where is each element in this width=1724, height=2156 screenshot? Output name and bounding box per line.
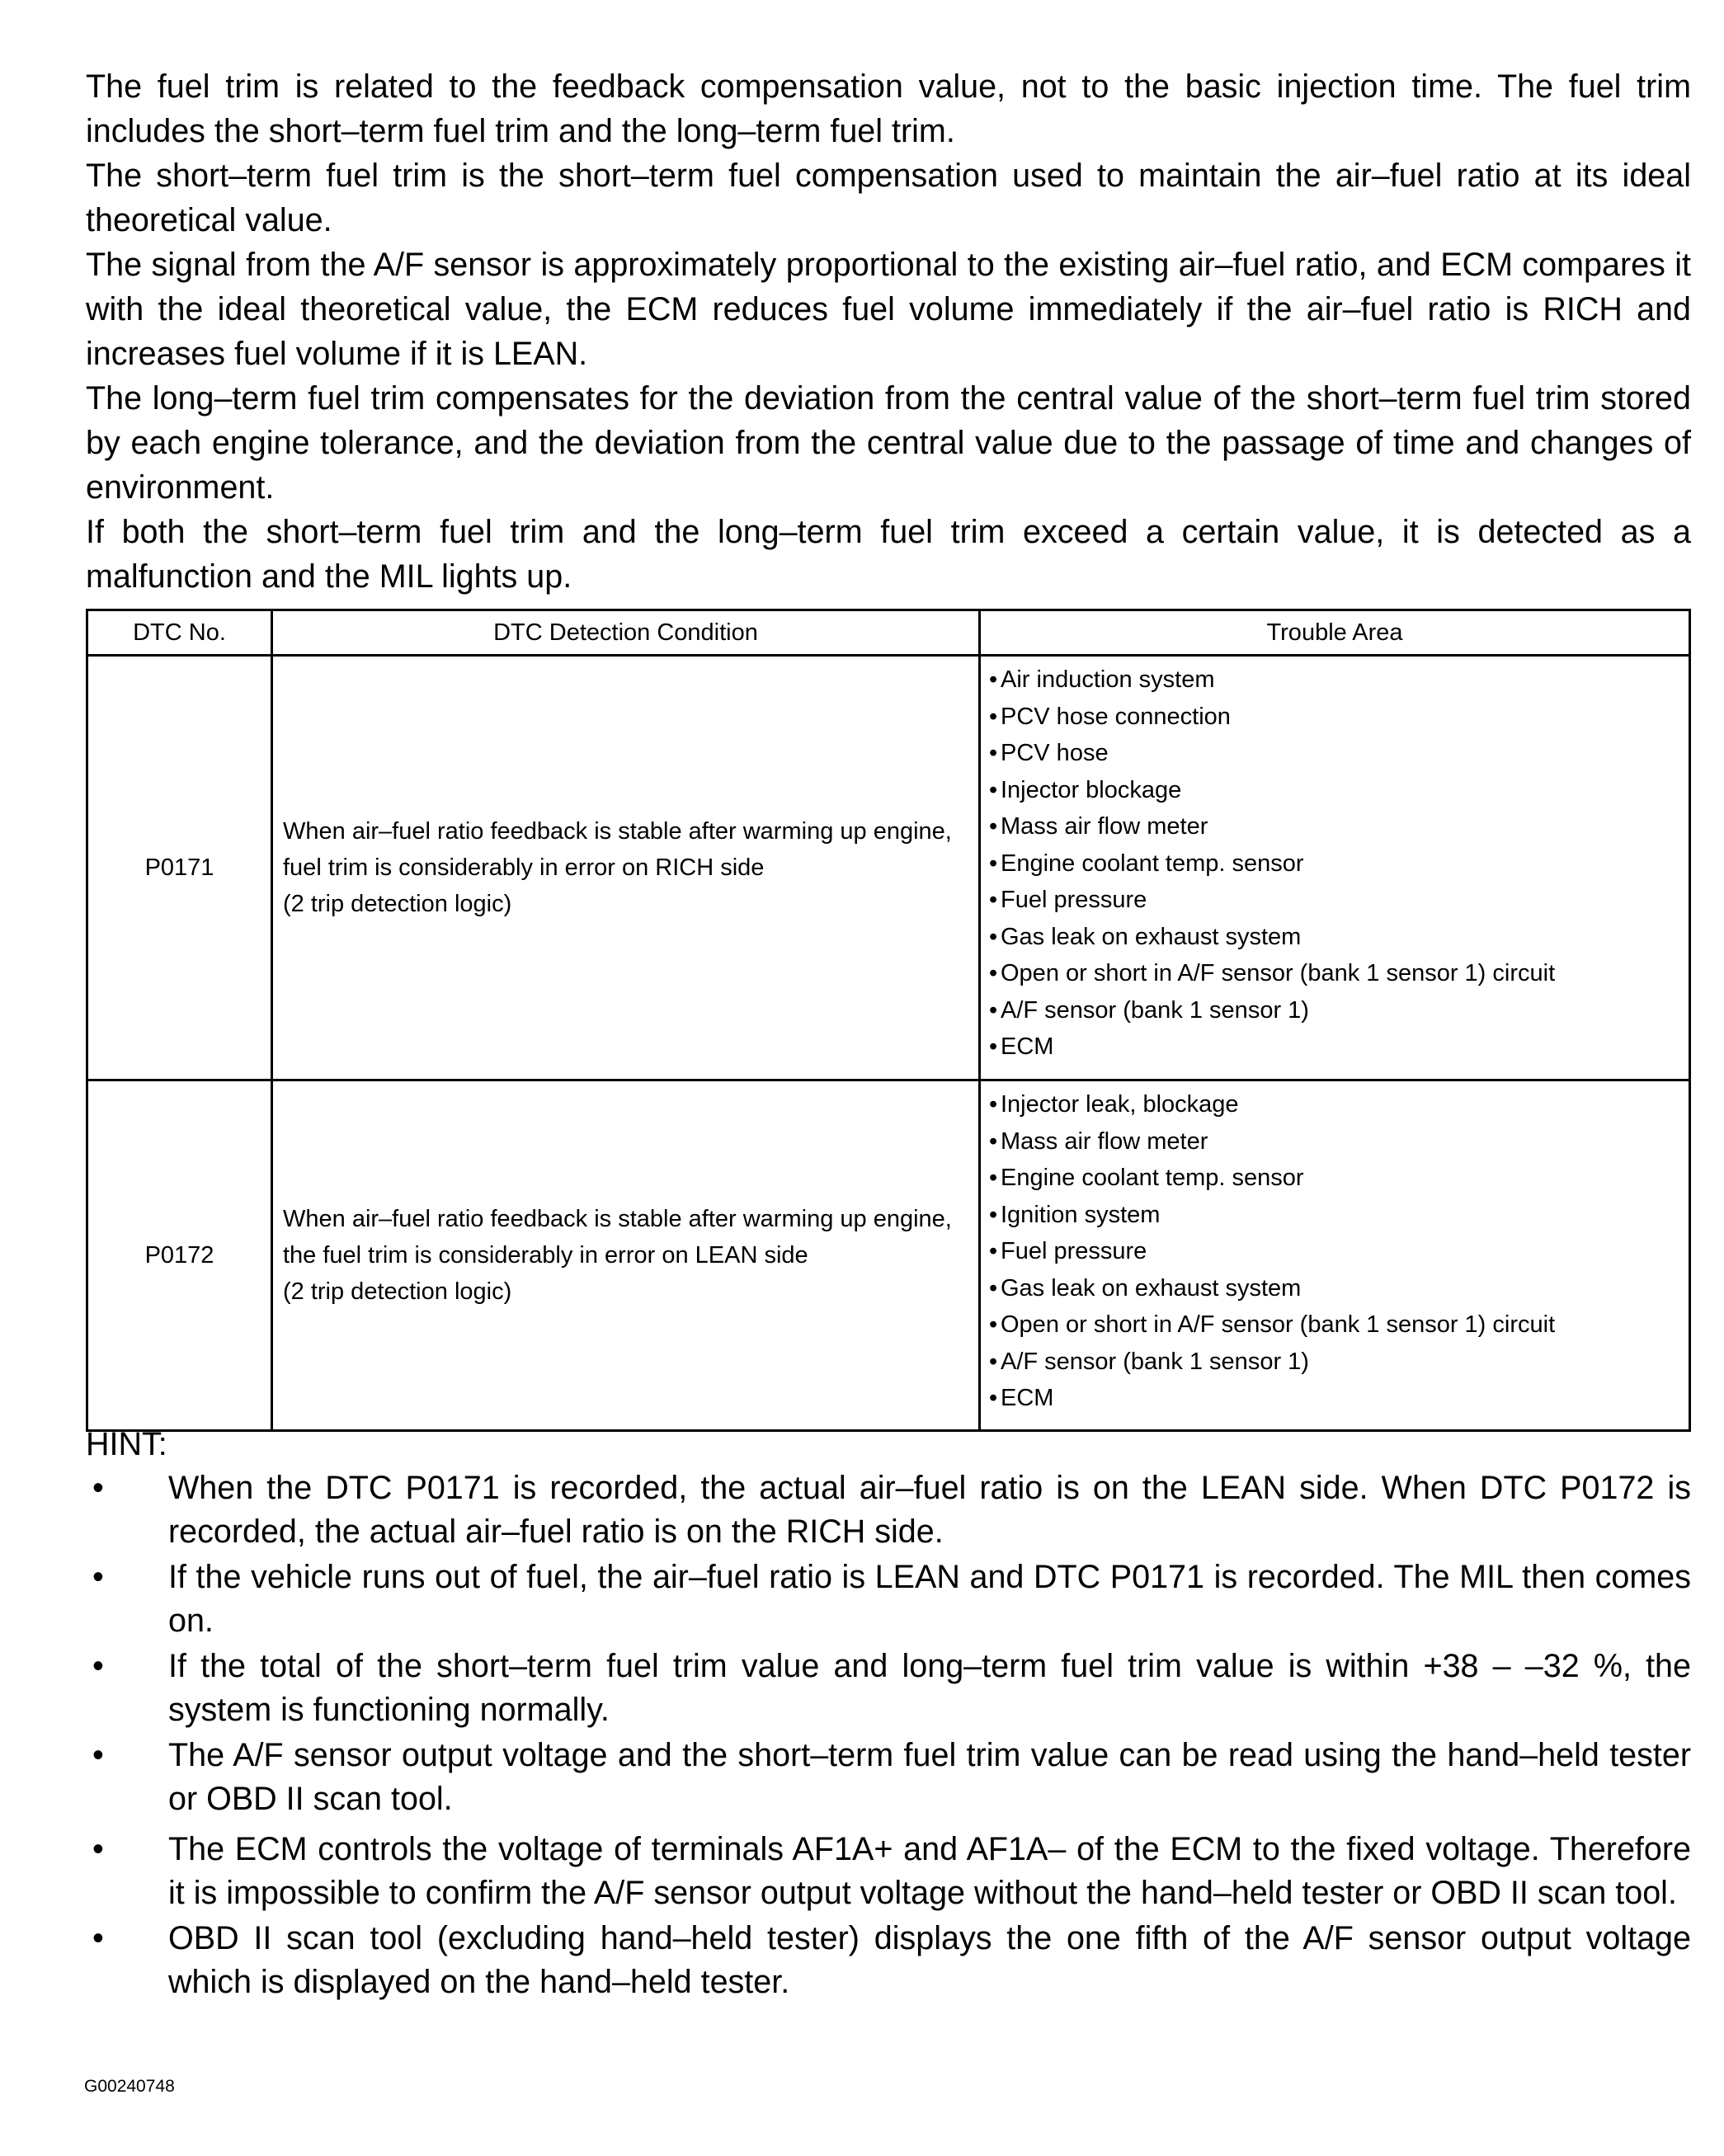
bullet-icon: • — [989, 1385, 998, 1411]
table-row — [87, 1080, 1690, 1431]
list-item: • Gas leak on exhaust system — [989, 919, 1689, 956]
bullet-icon: • — [989, 1165, 998, 1191]
bullet-icon: • — [92, 1920, 104, 1956]
table-header-row — [87, 610, 1690, 656]
list-item: • Injector blockage — [989, 772, 1689, 809]
bullet-icon: • — [989, 703, 998, 730]
hint-list — [86, 1466, 1691, 2006]
condition-line: When air–fuel ratio feedback is stable after warming up engine, — [283, 818, 952, 845]
list-item: • A/F sensor (bank 1 sensor 1) — [989, 992, 1689, 1029]
condition-line: the fuel trim is considerably in error on LEAN side — [283, 1242, 808, 1269]
trouble-area-list — [980, 1080, 1690, 1431]
dtc-table — [86, 609, 1691, 1432]
hint-item: • When the DTC P0171 is recorded, the actual air–fuel ratio is on the LEAN side. When DTC P0172 is recorded, the actual air–fuel ratio is on the RICH side. — [86, 1466, 1691, 1554]
bullet-icon: • — [92, 1831, 104, 1867]
bullet-icon: • — [989, 1033, 998, 1060]
bullet-icon: • — [92, 1648, 104, 1684]
list-item: • Fuel pressure — [989, 882, 1689, 919]
condition-line: (2 trip detection logic) — [283, 1278, 512, 1305]
list-item: • Gas leak on exhaust system — [989, 1270, 1689, 1307]
hint-item: • The A/F sensor output voltage and the short–term fuel trim value can be read using the hand–held tester or OBD II scan tool. — [86, 1734, 1691, 1821]
list-item: • Fuel pressure — [989, 1233, 1689, 1270]
bullet-icon: • — [92, 1470, 104, 1506]
hint-item: • OBD II scan tool (excluding hand–held tester) displays the one fifth of the A/F sensor output voltage which is displayed on the hand–held tester. — [86, 1917, 1691, 2004]
condition-line: (2 trip detection logic) — [283, 891, 512, 917]
condition-line: fuel trim is considerably in error on RICH side — [283, 854, 765, 881]
bullet-icon: • — [989, 1238, 998, 1264]
list-item: • PCV hose connection — [989, 699, 1689, 736]
hint-heading: HINT: — [86, 1426, 167, 1462]
list-item: • ECM — [989, 1380, 1689, 1417]
dtc-code: P0172 — [87, 1080, 272, 1431]
bullet-icon: • — [989, 1311, 998, 1338]
header-detection-condition: DTC Detection Condition — [272, 610, 980, 656]
bullet-icon: • — [989, 887, 998, 913]
table-row — [87, 656, 1690, 1080]
hint-item: • If the total of the short–term fuel trim value and long–term fuel trim value is within +38 – –32 %, the system is functioning normally. — [86, 1645, 1691, 1732]
intro-paragraph-fuel-trim: The fuel trim is related to the feedback compensation value, not to the basic injection time. The fuel trim includes the short–term fuel trim and the long–term fuel trim. — [86, 68, 1691, 149]
intro-paragraph-short-term: The short–term fuel trim is the short–term fuel compensation used to maintain the air–fuel ratio at its ideal theoretical value. — [86, 158, 1691, 238]
bullet-icon: • — [989, 1274, 998, 1302]
list-item: • Ignition system — [989, 1197, 1689, 1234]
detection-condition — [272, 656, 980, 1080]
list-item: • Mass air flow meter — [989, 1123, 1689, 1160]
bullet-icon: • — [989, 923, 998, 950]
list-item: • Mass air flow meter — [989, 808, 1689, 845]
header-trouble-area: Trouble Area — [980, 610, 1690, 656]
hint-item: • The ECM controls the voltage of terminals AF1A+ and AF1A– of the ECM to the fixed voltage. Therefore it is impossible to confirm the A/F sensor output voltage without the hand–held tester or OBD II scan tool. — [86, 1828, 1691, 1915]
list-item: • PCV hose — [989, 735, 1689, 772]
bullet-icon: • — [989, 996, 998, 1024]
intro-paragraph-malfunction: If both the short–term fuel trim and the long–term fuel trim exceed a certain value, it is detected as a malfunction and the MIL lights up. — [86, 514, 1691, 595]
bullet-icon: • — [989, 813, 998, 840]
trouble-area-list — [980, 656, 1690, 1080]
list-item: • A/F sensor (bank 1 sensor 1) — [989, 1344, 1689, 1381]
bullet-icon: • — [989, 960, 998, 986]
bullet-icon: • — [92, 1559, 104, 1595]
condition-line: When air–fuel ratio feedback is stable after warming up engine, — [283, 1206, 952, 1232]
bullet-icon: • — [989, 1201, 998, 1228]
list-item: • Engine coolant temp. sensor — [989, 1160, 1689, 1197]
bullet-icon: • — [989, 1091, 998, 1118]
bullet-icon: • — [989, 1348, 998, 1375]
intro-paragraph-af-sensor: The signal from the A/F sensor is approximately proportional to the existing air–fuel ratio, and ECM compares it with the ideal theoretical value, the ECM reduces fuel volume immediately if the air–fuel ratio is RICH and increases fuel volume if it is LEAN. — [86, 247, 1691, 372]
list-item: • Air induction system — [989, 661, 1689, 699]
bullet-icon: • — [989, 740, 998, 766]
list-item: • Open or short in A/F sensor (bank 1 sensor 1) circuit — [989, 955, 1689, 992]
bullet-icon: • — [989, 850, 998, 877]
list-item: • ECM — [989, 1029, 1689, 1066]
hint-item: • If the vehicle runs out of fuel, the air–fuel ratio is LEAN and DTC P0171 is recorded. The MIL then comes on. — [86, 1556, 1691, 1643]
intro-paragraph-long-term: The long–term fuel trim compensates for the deviation from the central value of the short–term fuel trim stored by each engine tolerance, and the deviation from the central value due to the passage of time and changes of environment. — [86, 380, 1691, 506]
dtc-code: P0171 — [87, 656, 272, 1080]
bullet-icon: • — [989, 1127, 998, 1155]
intro-text — [86, 64, 1691, 599]
list-item: • Open or short in A/F sensor (bank 1 sensor 1) circuit — [989, 1306, 1689, 1344]
list-item: • Injector leak, blockage — [989, 1086, 1689, 1123]
bullet-icon: • — [989, 776, 998, 803]
list-item: • Engine coolant temp. sensor — [989, 845, 1689, 883]
bullet-icon: • — [92, 1737, 104, 1773]
detection-condition — [272, 1080, 980, 1431]
header-dtc-no: DTC No. — [87, 610, 272, 656]
figure-code: G00240748 — [84, 2077, 175, 2096]
bullet-icon: • — [989, 666, 998, 693]
